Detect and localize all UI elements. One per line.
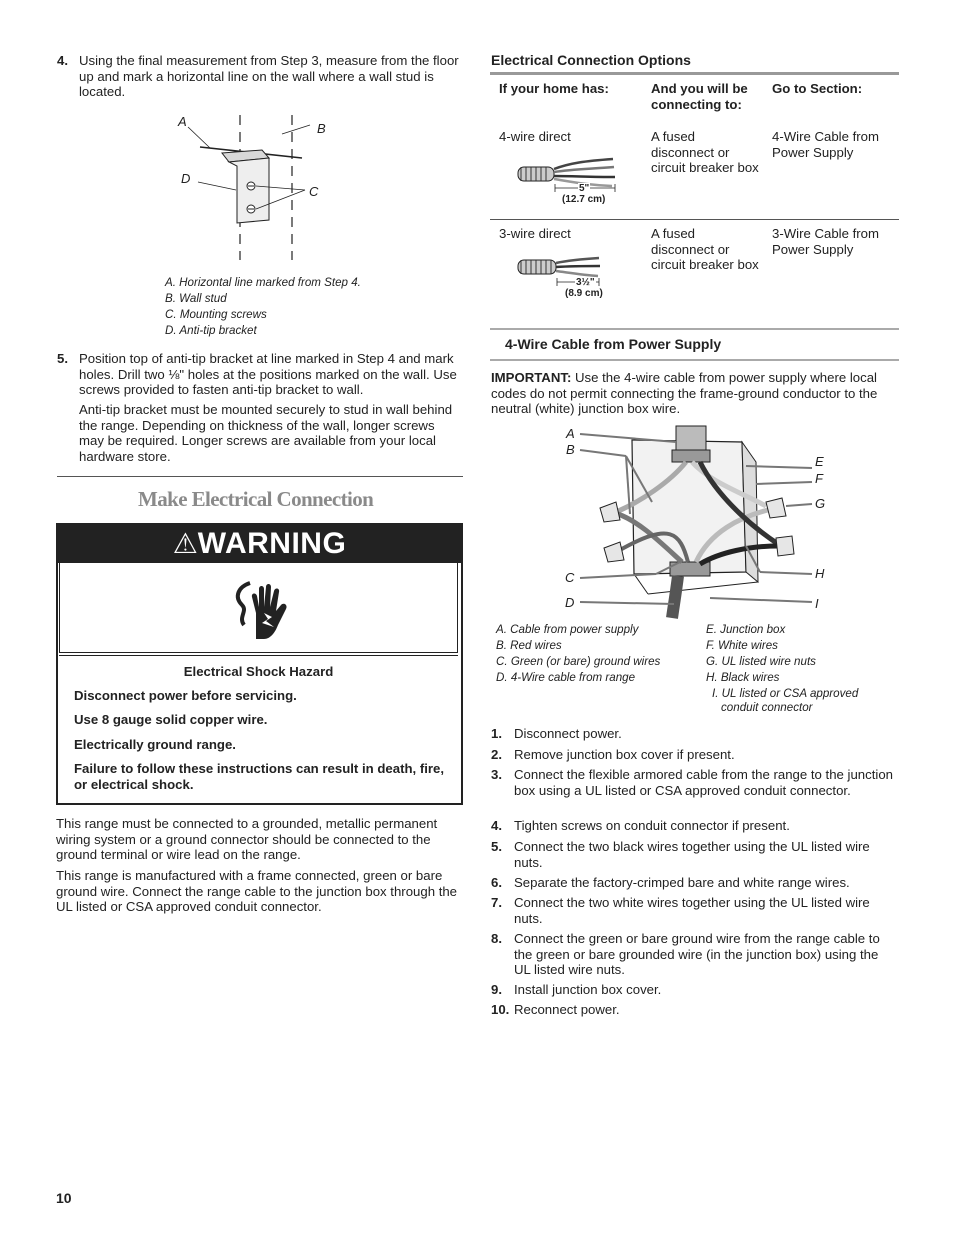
fig2-label-g: G (815, 496, 826, 511)
dimension-label: 3½" (576, 277, 595, 288)
step-number: 5. (57, 351, 68, 366)
table-cell-home: 4-wire direct (499, 129, 571, 144)
caption-line: G. UL listed wire nuts (706, 655, 816, 668)
fig2-label-h: H (815, 566, 825, 581)
hazard-title: Electrical Shock Hazard (183, 664, 334, 679)
section-divider (57, 476, 463, 477)
table-header: And you will be connecting to: (651, 81, 748, 112)
warning-line: Use 8 gauge solid copper wire. (74, 712, 268, 727)
caption-line: C. Green (or bare) ground wires (496, 655, 661, 668)
warning-label: WARNING (197, 527, 347, 560)
step-number: 4. (57, 53, 68, 68)
table-header: Go to Section: (772, 81, 863, 96)
table-cell-connect: A fused disconnect or circuit breaker box (651, 226, 759, 273)
step-number: 4. (491, 818, 502, 833)
table-header: If your home has: (499, 81, 609, 96)
table-row-rule (490, 219, 899, 220)
subsection-top-rule (490, 328, 899, 330)
step-number: 2. (491, 747, 502, 762)
caption-line: E. Junction box (706, 623, 786, 636)
step-text: Reconnect power. (514, 1002, 620, 1017)
warning-line: Electrically ground range. (74, 737, 236, 752)
warning-triangle-icon: ⚠ (172, 528, 198, 559)
step-number: 3. (491, 767, 502, 782)
fig2-label-a: A (566, 426, 575, 441)
table-cell-section: 4-Wire Cable from Power Supply (772, 129, 879, 160)
fig1-caption (165, 275, 425, 339)
section-title: Make Electrical Connection (138, 487, 374, 511)
step-number: 9. (491, 982, 502, 997)
fig2-label-d: D (565, 595, 575, 610)
table-cell-connect: A fused disconnect or circuit breaker box (651, 129, 759, 176)
step-text: Install junction box cover. (514, 982, 662, 997)
dimension-label: (8.9 cm) (565, 288, 603, 299)
anti-tip-bracket-figure (170, 110, 320, 260)
fig1-label-c: C (309, 184, 319, 199)
step-text: Connect the green or bare ground wire from the range cable to the green or bare grounded wire (in the junction box) using the UL listed wire nuts. (514, 931, 880, 978)
step-text: Connect the flexible armored cable from the range to the junction box using a UL listed or CSA approved conduit connector. (514, 767, 893, 798)
options-title: Electrical Connection Options (491, 52, 691, 68)
fig2-label-b: B (566, 442, 575, 457)
fig1-label-d: D (181, 171, 191, 186)
caption-line: D. Anti-tip bracket (165, 324, 257, 337)
warning-box (56, 523, 463, 805)
fig2-caption-right (706, 622, 896, 714)
caption-line: H. Black wires (706, 671, 780, 684)
step-text: Disconnect power. (514, 726, 622, 741)
fig2-label-c: C (565, 570, 575, 585)
caption-line: conduit connector (721, 701, 813, 714)
fig2-caption-left (496, 622, 706, 686)
step-text: Remove junction box cover if present. (514, 747, 735, 762)
step-number: 5. (491, 839, 502, 854)
caption-line: F. White wires (706, 639, 778, 652)
junction-box-wiring-figure (560, 422, 840, 622)
step-text: Using the final measurement from Step 3, measure from the floor up and mark a horizontal line on the wall where a wall stud is located. (79, 53, 459, 100)
caption-line: A. Cable from power supply (496, 623, 639, 636)
caption-line: C. Mounting screws (165, 308, 267, 321)
caption-line: A. Horizontal line marked from Step 4. (165, 276, 361, 289)
fig2-label-f: F (815, 471, 823, 486)
important-label: IMPORTANT: (491, 370, 572, 385)
warning-banner (58, 525, 461, 563)
caption-line: B. Wall stud (165, 292, 227, 305)
step-text: Connect the two black wires together using the UL listed wire nuts. (514, 839, 870, 870)
step-number: 10. (491, 1002, 510, 1017)
step-number: 8. (491, 931, 502, 946)
dimension-label: 5" (579, 183, 590, 194)
step-text: Position top of anti-tip bracket at line marked in Step 4 and mark holes. Drill two ⅛" holes at the positions marked on the wall. Use screws provided to fasten anti-tip bracket to wall. (79, 351, 457, 398)
fig1-label-b: B (317, 121, 326, 136)
step-number: 6. (491, 875, 502, 890)
dimension-label: (12.7 cm) (562, 194, 606, 205)
warning-line: Failure to follow these instructions can result in death, fire, or electrical shock. (74, 761, 445, 792)
fig2-label-e: E (815, 454, 824, 469)
warning-line: Disconnect power before servicing. (74, 688, 297, 703)
table-cell-section: 3-Wire Cable from Power Supply (772, 226, 879, 257)
paragraph: This range is manufactured with a frame connected, green or bare ground wire. Connect the range cable to the junction box through the UL listed or CSA approved conduit connector. (56, 868, 458, 915)
page-number: 10 (56, 1190, 72, 1206)
step-text: Connect the two white wires together using the UL listed wire nuts. (514, 895, 870, 926)
caption-line: D. 4-Wire cable from range (496, 671, 636, 684)
step-text: Separate the factory-crimped bare and white range wires. (514, 875, 850, 890)
warning-text (59, 655, 458, 801)
table-top-rule (490, 72, 899, 75)
icon-panel (59, 562, 458, 653)
step-text: Tighten screws on conduit connector if present. (514, 818, 790, 833)
fig1-label-a: A (178, 114, 187, 129)
step-5-note: Anti-tip bracket must be mounted securely to stud in wall behind the range. Depending on thickness of the wall, longer screws may be required. Longer screws are available from your local hardware store. (79, 402, 453, 464)
important-text: Use the 4-wire cable from power supply where local codes do not permit connecting the frame-ground conductor to the neutral (white) junction box wire. (491, 370, 878, 417)
paragraph: This range must be connected to a grounded, metallic permanent wiring system or a ground connector should be connected to the ground terminal or wire lead on the range. (56, 816, 438, 863)
caption-line: I. UL listed or CSA approved (712, 687, 859, 700)
caption-line: B. Red wires (496, 639, 562, 652)
subsection-bottom-rule (490, 359, 899, 361)
step-number: 7. (491, 895, 502, 910)
important-note (491, 370, 899, 417)
subsection-title: 4-Wire Cable from Power Supply (505, 336, 722, 352)
shock-hazard-hand-icon (228, 577, 292, 643)
table-cell-home: 3-wire direct (499, 226, 571, 241)
fig2-label-i: I (815, 596, 819, 611)
step-number: 1. (491, 726, 502, 741)
